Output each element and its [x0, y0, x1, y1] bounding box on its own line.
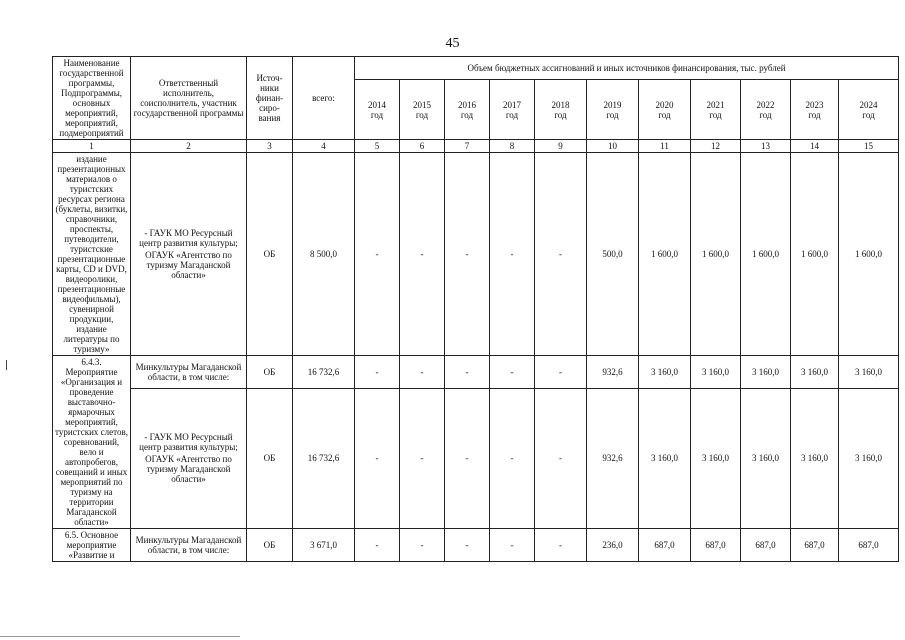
- row-name: 6.4.3. Мероприятие «Организация и проведение выставочно-ярмарочных мероприятий, туристских слетов, соревнований, вело и автопробегов, совещаний и иных мероприятий по туризму на территории Магаданской области»: [53, 356, 131, 529]
- row-value: 3 160,0: [741, 388, 791, 528]
- row-value: 932,6: [587, 356, 639, 389]
- row-executor: - ГАУК МО Ресурсный центр развития культуры; ОГАУК «Агентство по туризму Магаданской области»: [131, 388, 247, 528]
- row-executor: Минкультуры Магаданской области, в том числе:: [131, 356, 247, 389]
- row-value: 3 160,0: [791, 388, 839, 528]
- row-value: 687,0: [741, 529, 791, 562]
- header-total: всего:: [293, 57, 355, 140]
- row-value: -: [535, 529, 587, 562]
- row-value: 3 160,0: [839, 388, 899, 528]
- row-source: ОБ: [247, 153, 293, 356]
- row-total: 16 732,6: [293, 388, 355, 528]
- column-number: 8: [490, 140, 535, 153]
- row-value: 3 160,0: [839, 356, 899, 389]
- row-total: 3 671,0: [293, 529, 355, 562]
- row-value: -: [535, 388, 587, 528]
- column-number: 10: [587, 140, 639, 153]
- header-group: Объем бюджетных ассигнований и иных источников финансирования, тыс. рублей: [355, 57, 899, 80]
- year-2019: 2019 год: [587, 80, 639, 140]
- row-value: -: [400, 153, 445, 356]
- row-source: ОБ: [247, 356, 293, 389]
- row-value: -: [355, 529, 400, 562]
- row-value: 3 160,0: [639, 388, 691, 528]
- year-2020: 2020 год: [639, 80, 691, 140]
- row-value: -: [490, 356, 535, 389]
- row-value: 3 160,0: [691, 388, 741, 528]
- row-value: 236,0: [587, 529, 639, 562]
- row-value: -: [490, 529, 535, 562]
- column-number: 12: [691, 140, 741, 153]
- column-number: 1: [53, 140, 131, 153]
- column-number: 9: [535, 140, 587, 153]
- row-value: 1 600,0: [839, 153, 899, 356]
- row-value: -: [355, 356, 400, 389]
- row-source: ОБ: [247, 529, 293, 562]
- row-value: -: [535, 356, 587, 389]
- year-2014: 2014 год: [355, 80, 400, 140]
- row-source: ОБ: [247, 388, 293, 528]
- column-number: 15: [839, 140, 899, 153]
- row-value: -: [445, 388, 490, 528]
- year-2017: 2017 год: [490, 80, 535, 140]
- margin-mark: [6, 360, 7, 370]
- year-2023: 2023 год: [791, 80, 839, 140]
- row-executor: Минкультуры Магаданской области, в том числе:: [131, 529, 247, 562]
- column-number: 13: [741, 140, 791, 153]
- row-value: -: [445, 356, 490, 389]
- row-value: 3 160,0: [741, 356, 791, 389]
- row-value: 3 160,0: [791, 356, 839, 389]
- row-value: -: [400, 356, 445, 389]
- year-2015: 2015 год: [400, 80, 445, 140]
- row-name: 6.5. Основное мероприятие «Развитие и: [53, 529, 131, 562]
- row-value: 687,0: [791, 529, 839, 562]
- column-number: 3: [247, 140, 293, 153]
- year-2018: 2018 год: [535, 80, 587, 140]
- row-value: 3 160,0: [639, 356, 691, 389]
- row-value: 687,0: [839, 529, 899, 562]
- row-value: 3 160,0: [691, 356, 741, 389]
- column-number: 5: [355, 140, 400, 153]
- column-number: 7: [445, 140, 490, 153]
- column-number: 4: [293, 140, 355, 153]
- year-2022: 2022 год: [741, 80, 791, 140]
- row-total: 8 500,0: [293, 153, 355, 356]
- row-value: -: [400, 388, 445, 528]
- row-value: -: [490, 153, 535, 356]
- row-value: 1 600,0: [691, 153, 741, 356]
- table-row: [53, 153, 899, 356]
- row-executor: - ГАУК МО Ресурсный центр развития культуры; ОГАУК «Агентство по туризму Магаданской области»: [131, 153, 247, 356]
- row-value: 1 600,0: [639, 153, 691, 356]
- column-number: 2: [131, 140, 247, 153]
- table-row: [53, 388, 899, 528]
- row-value: -: [355, 153, 400, 356]
- year-2024: 2024 год: [839, 80, 899, 140]
- row-value: -: [355, 388, 400, 528]
- row-value: 1 600,0: [741, 153, 791, 356]
- row-name: издание презентационных материалов о туристских ресурсах региона (буклеты, визитки, справочники, проспекты, путеводители, туристские презентационные карты, CD и DVD, видеоролики, презентационные видеофильмы), сувенирной продукции, издание литературы по туризму»: [53, 153, 131, 356]
- row-value: -: [535, 153, 587, 356]
- header-name: Наименование государственной программы, Подпрограммы, основных мероприятий, мероприятий, подмероприятий: [53, 57, 131, 140]
- row-value: -: [445, 153, 490, 356]
- row-total: 16 732,6: [293, 356, 355, 389]
- table-row: [53, 529, 899, 562]
- row-value: 687,0: [691, 529, 741, 562]
- year-2021: 2021 год: [691, 80, 741, 140]
- page-number: 45: [445, 36, 460, 51]
- row-value: 1 600,0: [791, 153, 839, 356]
- row-value: -: [490, 388, 535, 528]
- column-number: 6: [400, 140, 445, 153]
- page-edge-line: [0, 636, 240, 637]
- row-value: 932,6: [587, 388, 639, 528]
- header-executor: Ответственный исполнитель, соисполнитель, участник государственной программы: [131, 57, 247, 140]
- header-source: Источ-ники финан-сиро-вания: [247, 57, 293, 140]
- row-value: -: [445, 529, 490, 562]
- row-value: 687,0: [639, 529, 691, 562]
- year-2016: 2016 год: [445, 80, 490, 140]
- row-value: 500,0: [587, 153, 639, 356]
- row-value: -: [400, 529, 445, 562]
- column-number: 14: [791, 140, 839, 153]
- budget-table: [52, 56, 899, 562]
- column-number: 11: [639, 140, 691, 153]
- table-row: [53, 356, 899, 389]
